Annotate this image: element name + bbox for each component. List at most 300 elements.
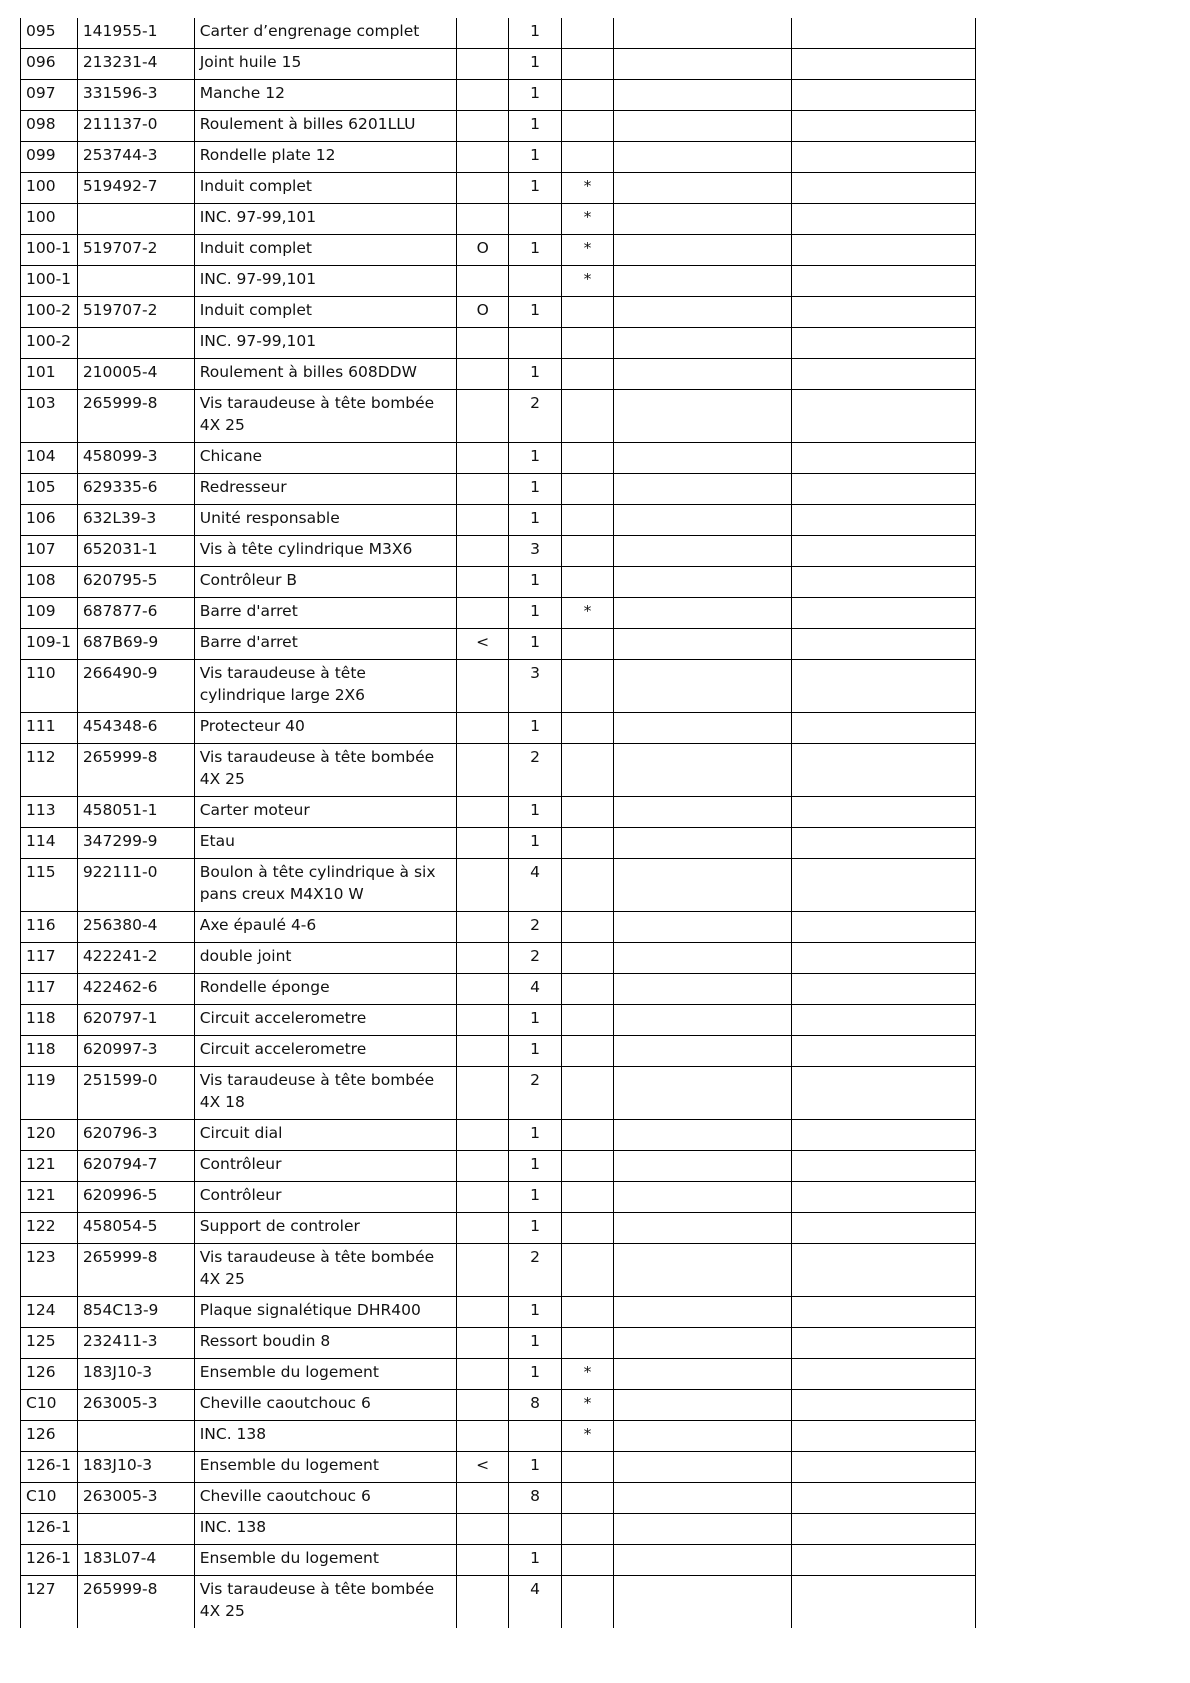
table-row [21, 235, 976, 266]
part-quantity: 1 [509, 142, 561, 173]
part-note: * [561, 598, 613, 629]
part-description: Vis taraudeuse à tête bombée 4X 25 [194, 744, 456, 797]
item-number: 100-2 [21, 297, 78, 328]
part-code [77, 1421, 194, 1452]
part-quantity [509, 266, 561, 297]
part-quantity: 4 [509, 1576, 561, 1629]
part-code: 265999-8 [77, 1576, 194, 1629]
part-note [561, 49, 613, 80]
part-note [561, 359, 613, 390]
empty-cell [792, 828, 976, 859]
item-number: C10 [21, 1483, 78, 1514]
item-number: 109-1 [21, 629, 78, 660]
table-row [21, 567, 976, 598]
table-row [21, 18, 976, 49]
part-note [561, 111, 613, 142]
item-number: 123 [21, 1244, 78, 1297]
item-number: C10 [21, 1390, 78, 1421]
empty-cell [614, 1120, 792, 1151]
empty-cell [614, 1483, 792, 1514]
part-quantity: 1 [509, 1359, 561, 1390]
table-row [21, 629, 976, 660]
part-description: INC. 138 [194, 1421, 456, 1452]
part-note: * [561, 1421, 613, 1452]
part-flag [456, 974, 508, 1005]
part-flag [456, 1359, 508, 1390]
part-flag [456, 1545, 508, 1576]
table-row [21, 80, 976, 111]
part-code: 210005-4 [77, 359, 194, 390]
table-row [21, 505, 976, 536]
empty-cell [792, 297, 976, 328]
part-flag [456, 943, 508, 974]
empty-cell [792, 111, 976, 142]
part-description: INC. 138 [194, 1514, 456, 1545]
part-code: 183L07-4 [77, 1545, 194, 1576]
item-number: 101 [21, 359, 78, 390]
item-number: 121 [21, 1182, 78, 1213]
empty-cell [792, 204, 976, 235]
table-row [21, 797, 976, 828]
part-code [77, 1514, 194, 1545]
item-number: 112 [21, 744, 78, 797]
table-row [21, 1036, 976, 1067]
part-quantity: 8 [509, 1483, 561, 1514]
part-quantity [509, 328, 561, 359]
part-code: 266490-9 [77, 660, 194, 713]
item-number: 118 [21, 1036, 78, 1067]
part-description: Vis taraudeuse à tête bombée 4X 18 [194, 1067, 456, 1120]
part-flag [456, 797, 508, 828]
empty-cell [614, 713, 792, 744]
parts-list-table [20, 18, 976, 1628]
empty-cell [614, 474, 792, 505]
item-number: 118 [21, 1005, 78, 1036]
part-quantity: 1 [509, 629, 561, 660]
part-code: 458099-3 [77, 443, 194, 474]
empty-cell [792, 744, 976, 797]
part-description: Carter d’engrenage complet [194, 18, 456, 49]
table-row [21, 142, 976, 173]
part-quantity: 1 [509, 1182, 561, 1213]
table-row [21, 744, 976, 797]
part-description: Vis taraudeuse à tête bombée 4X 25 [194, 1244, 456, 1297]
part-quantity: 2 [509, 943, 561, 974]
part-note [561, 18, 613, 49]
part-flag [456, 912, 508, 943]
part-quantity: 2 [509, 390, 561, 443]
part-quantity: 1 [509, 18, 561, 49]
item-number: 117 [21, 943, 78, 974]
part-note [561, 328, 613, 359]
empty-cell [792, 536, 976, 567]
empty-cell [792, 1452, 976, 1483]
empty-cell [614, 1244, 792, 1297]
part-description: Manche 12 [194, 80, 456, 111]
empty-cell [614, 1213, 792, 1244]
table-row [21, 1067, 976, 1120]
empty-cell [792, 797, 976, 828]
empty-cell [614, 1182, 792, 1213]
part-code: 422462-6 [77, 974, 194, 1005]
empty-cell [792, 359, 976, 390]
part-code: 519707-2 [77, 235, 194, 266]
empty-cell [792, 943, 976, 974]
empty-cell [792, 390, 976, 443]
part-quantity: 1 [509, 797, 561, 828]
part-flag [456, 1328, 508, 1359]
empty-cell [614, 660, 792, 713]
part-quantity: 1 [509, 80, 561, 111]
part-note [561, 1545, 613, 1576]
table-row [21, 828, 976, 859]
empty-cell [614, 1005, 792, 1036]
part-quantity: 1 [509, 1213, 561, 1244]
table-row [21, 1390, 976, 1421]
table-row [21, 328, 976, 359]
part-quantity: 1 [509, 1120, 561, 1151]
part-flag [456, 204, 508, 235]
part-description: Support de controler [194, 1213, 456, 1244]
part-description: Roulement à billes 608DDW [194, 359, 456, 390]
part-code: 183J10-3 [77, 1452, 194, 1483]
part-quantity: 1 [509, 1545, 561, 1576]
empty-cell [792, 1244, 976, 1297]
table-row [21, 536, 976, 567]
item-number: 100-1 [21, 266, 78, 297]
table-row [21, 359, 976, 390]
part-quantity: 1 [509, 443, 561, 474]
part-code: 620796-3 [77, 1120, 194, 1151]
part-note [561, 297, 613, 328]
part-flag [456, 142, 508, 173]
item-number: 098 [21, 111, 78, 142]
part-note [561, 1452, 613, 1483]
part-flag [456, 598, 508, 629]
part-note [561, 142, 613, 173]
part-code: 687B69-9 [77, 629, 194, 660]
empty-cell [792, 173, 976, 204]
empty-cell [792, 598, 976, 629]
empty-cell [614, 1328, 792, 1359]
part-description: Cheville caoutchouc 6 [194, 1483, 456, 1514]
part-quantity: 2 [509, 744, 561, 797]
part-note [561, 912, 613, 943]
part-flag [456, 173, 508, 204]
part-flag [456, 328, 508, 359]
empty-cell [614, 943, 792, 974]
part-code: 652031-1 [77, 536, 194, 567]
empty-cell [792, 1213, 976, 1244]
table-row [21, 1244, 976, 1297]
part-description: Ressort boudin 8 [194, 1328, 456, 1359]
part-flag [456, 828, 508, 859]
part-description: Circuit accelerometre [194, 1036, 456, 1067]
table-row [21, 912, 976, 943]
empty-cell [614, 18, 792, 49]
empty-cell [792, 328, 976, 359]
part-flag [456, 1297, 508, 1328]
part-quantity: 1 [509, 474, 561, 505]
item-number: 115 [21, 859, 78, 912]
table-row [21, 859, 976, 912]
empty-cell [792, 1483, 976, 1514]
part-code: 265999-8 [77, 1244, 194, 1297]
part-code: 213231-4 [77, 49, 194, 80]
empty-cell [792, 1390, 976, 1421]
part-note [561, 1213, 613, 1244]
part-note [561, 713, 613, 744]
part-note [561, 80, 613, 111]
part-note: * [561, 1390, 613, 1421]
part-flag [456, 1483, 508, 1514]
parts-list-body [21, 18, 976, 1628]
part-flag [456, 443, 508, 474]
part-code: 687877-6 [77, 598, 194, 629]
part-note [561, 943, 613, 974]
part-quantity: 1 [509, 1297, 561, 1328]
part-quantity: 2 [509, 912, 561, 943]
part-code: 232411-3 [77, 1328, 194, 1359]
part-flag [456, 1067, 508, 1120]
part-description: Protecteur 40 [194, 713, 456, 744]
table-row [21, 660, 976, 713]
part-note [561, 1297, 613, 1328]
part-code: 263005-3 [77, 1390, 194, 1421]
part-quantity: 1 [509, 297, 561, 328]
table-row [21, 1359, 976, 1390]
part-code: 253744-3 [77, 142, 194, 173]
part-code: 265999-8 [77, 744, 194, 797]
part-note [561, 536, 613, 567]
empty-cell [614, 912, 792, 943]
part-code: 256380-4 [77, 912, 194, 943]
part-quantity: 1 [509, 1151, 561, 1182]
part-note [561, 1483, 613, 1514]
part-code: 632L39-3 [77, 505, 194, 536]
empty-cell [792, 1036, 976, 1067]
empty-cell [614, 443, 792, 474]
part-note: * [561, 173, 613, 204]
part-flag [456, 474, 508, 505]
table-row [21, 943, 976, 974]
empty-cell [792, 505, 976, 536]
part-flag [456, 1213, 508, 1244]
part-code: 263005-3 [77, 1483, 194, 1514]
table-row [21, 297, 976, 328]
empty-cell [614, 359, 792, 390]
empty-cell [614, 567, 792, 598]
part-note [561, 974, 613, 1005]
part-note [561, 1244, 613, 1297]
part-quantity: 1 [509, 505, 561, 536]
table-row [21, 598, 976, 629]
empty-cell [614, 1297, 792, 1328]
empty-cell [614, 390, 792, 443]
table-row [21, 1120, 976, 1151]
table-row [21, 974, 976, 1005]
table-row [21, 390, 976, 443]
table-row [21, 1213, 976, 1244]
part-quantity: 4 [509, 974, 561, 1005]
part-code: 620794-7 [77, 1151, 194, 1182]
part-quantity: 1 [509, 828, 561, 859]
empty-cell [614, 536, 792, 567]
part-quantity: 1 [509, 1452, 561, 1483]
part-code: 620797-1 [77, 1005, 194, 1036]
part-flag [456, 1390, 508, 1421]
empty-cell [792, 1182, 976, 1213]
empty-cell [614, 1421, 792, 1452]
empty-cell [792, 1297, 976, 1328]
part-quantity [509, 204, 561, 235]
part-code: 347299-9 [77, 828, 194, 859]
part-flag [456, 713, 508, 744]
part-description: INC. 97-99,101 [194, 328, 456, 359]
empty-cell [614, 49, 792, 80]
part-description: Etau [194, 828, 456, 859]
part-flag [456, 567, 508, 598]
item-number: 126-1 [21, 1452, 78, 1483]
part-note [561, 1514, 613, 1545]
item-number: 114 [21, 828, 78, 859]
item-number: 099 [21, 142, 78, 173]
part-note [561, 744, 613, 797]
part-flag [456, 1151, 508, 1182]
part-description: double joint [194, 943, 456, 974]
item-number: 096 [21, 49, 78, 80]
part-note [561, 629, 613, 660]
empty-cell [614, 744, 792, 797]
part-code: 251599-0 [77, 1067, 194, 1120]
part-code: 331596-3 [77, 80, 194, 111]
item-number: 108 [21, 567, 78, 598]
part-code: 620997-3 [77, 1036, 194, 1067]
empty-cell [614, 297, 792, 328]
part-description: Contrôleur [194, 1151, 456, 1182]
table-row [21, 49, 976, 80]
empty-cell [792, 142, 976, 173]
item-number: 095 [21, 18, 78, 49]
table-row [21, 443, 976, 474]
part-code: 422241-2 [77, 943, 194, 974]
part-flag [456, 1576, 508, 1629]
empty-cell [614, 974, 792, 1005]
item-number: 126-1 [21, 1545, 78, 1576]
part-description: Induit complet [194, 235, 456, 266]
part-quantity [509, 1421, 561, 1452]
empty-cell [792, 660, 976, 713]
part-note: * [561, 1359, 613, 1390]
part-description: Roulement à billes 6201LLU [194, 111, 456, 142]
item-number: 127 [21, 1576, 78, 1629]
empty-cell [614, 142, 792, 173]
item-number: 107 [21, 536, 78, 567]
empty-cell [792, 1005, 976, 1036]
empty-cell [792, 80, 976, 111]
empty-cell [792, 713, 976, 744]
part-description: Axe épaulé 4-6 [194, 912, 456, 943]
part-code: 854C13-9 [77, 1297, 194, 1328]
table-row [21, 1483, 976, 1514]
empty-cell [614, 80, 792, 111]
empty-cell [614, 111, 792, 142]
empty-cell [792, 266, 976, 297]
part-description: Barre d'arret [194, 629, 456, 660]
part-note [561, 1576, 613, 1629]
part-flag: < [456, 629, 508, 660]
empty-cell [792, 1151, 976, 1182]
part-note [561, 859, 613, 912]
empty-cell [792, 474, 976, 505]
part-quantity: 1 [509, 359, 561, 390]
part-description: Circuit dial [194, 1120, 456, 1151]
item-number: 122 [21, 1213, 78, 1244]
part-note [561, 1151, 613, 1182]
empty-cell [792, 1576, 976, 1629]
part-quantity [509, 1514, 561, 1545]
part-note: * [561, 204, 613, 235]
part-flag [456, 1244, 508, 1297]
part-quantity: 1 [509, 567, 561, 598]
part-description: Rondelle plate 12 [194, 142, 456, 173]
part-description: INC. 97-99,101 [194, 266, 456, 297]
empty-cell [792, 18, 976, 49]
part-code: 211137-0 [77, 111, 194, 142]
part-description: Barre d'arret [194, 598, 456, 629]
item-number: 100 [21, 204, 78, 235]
item-number: 126-1 [21, 1514, 78, 1545]
empty-cell [614, 797, 792, 828]
part-flag [456, 1421, 508, 1452]
item-number: 124 [21, 1297, 78, 1328]
part-quantity: 1 [509, 111, 561, 142]
item-number: 106 [21, 505, 78, 536]
item-number: 120 [21, 1120, 78, 1151]
part-note: * [561, 235, 613, 266]
part-quantity: 2 [509, 1244, 561, 1297]
part-description: Contrôleur [194, 1182, 456, 1213]
item-number: 121 [21, 1151, 78, 1182]
empty-cell [792, 1545, 976, 1576]
part-quantity: 1 [509, 49, 561, 80]
part-note [561, 1005, 613, 1036]
empty-cell [614, 266, 792, 297]
part-code: 183J10-3 [77, 1359, 194, 1390]
part-quantity: 3 [509, 660, 561, 713]
part-flag [456, 359, 508, 390]
part-code: 922111-0 [77, 859, 194, 912]
item-number: 126 [21, 1421, 78, 1452]
item-number: 097 [21, 80, 78, 111]
item-number: 100 [21, 173, 78, 204]
part-code: 454348-6 [77, 713, 194, 744]
part-flag [456, 1036, 508, 1067]
item-number: 103 [21, 390, 78, 443]
part-code [77, 204, 194, 235]
part-note [561, 505, 613, 536]
part-flag: < [456, 1452, 508, 1483]
part-description: Chicane [194, 443, 456, 474]
empty-cell [792, 1421, 976, 1452]
part-description: Unité responsable [194, 505, 456, 536]
table-row [21, 1421, 976, 1452]
part-note [561, 1067, 613, 1120]
part-quantity: 1 [509, 713, 561, 744]
part-description: Vis taraudeuse à tête bombée 4X 25 [194, 1576, 456, 1629]
part-description: Joint huile 15 [194, 49, 456, 80]
part-flag [456, 744, 508, 797]
